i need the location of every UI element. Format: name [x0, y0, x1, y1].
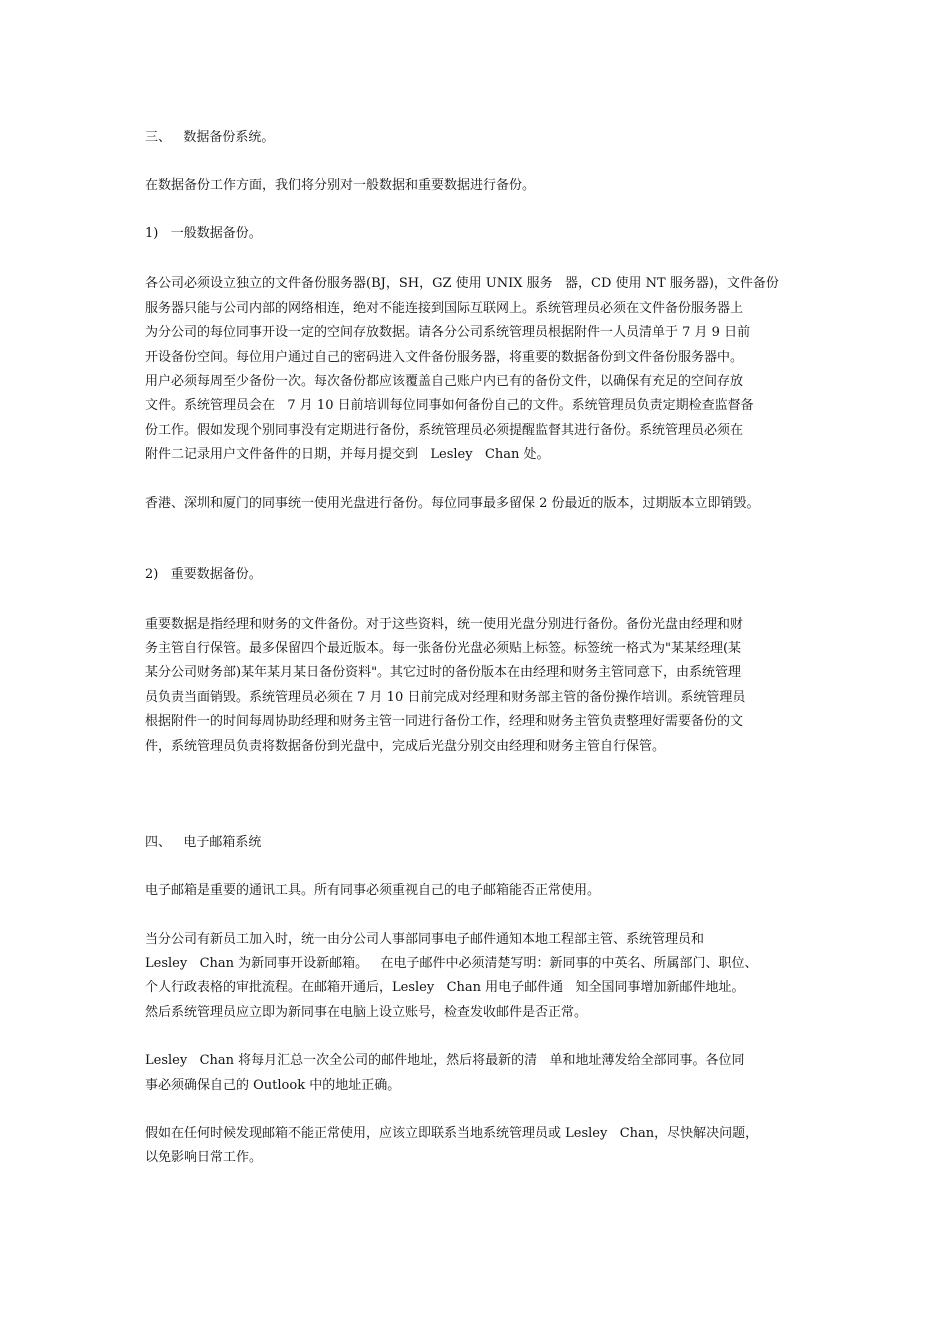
subsection-2-paragraph	[145, 613, 815, 759]
paragraph-line: 员负责当面销毁。系统管理员必须在 7 月 10 日前完成对经理和财务部主管的备份操作培训。系统管理员	[145, 689, 746, 705]
paragraph-line: Lesley Chan 为新同事开设新邮箱。 在电子邮件中必须清楚写明：新同事的中英名、所属部门、职位、	[145, 955, 758, 971]
paragraph-line: 份工作。假如发现个别同事没有定期进行备份，系统管理员必须提醒监督其进行备份。系统管理员必须在	[145, 422, 744, 438]
paragraph-line: 用户必须每周至少备份一次。每次备份都应该覆盖自己账户内已有的备份文件，以确保有充足的空间存放	[145, 374, 744, 390]
paragraph-line: 事必须确保自己的 Outlook 中的地址正确。	[145, 1077, 401, 1093]
section-4-paragraph-2	[145, 1049, 815, 1098]
section-3-heading: 三、 数据备份系统。	[145, 130, 275, 145]
paragraph-line: 根据附件一的时间每周协助经理和财务主管一同进行备份工作，经理和财务主管负责整理好需要备份的文	[145, 714, 744, 730]
subsection-1-note: 香港、深圳和厦门的同事统一使用光盘进行备份。每位同事最多留保 2 份最近的版本，过期版本立即销毁。	[145, 495, 760, 511]
paragraph-line: 服务器只能与公司内部的网络相连，绝对不能连接到国际互联网上。系统管理员必须在文件备份服务器上	[145, 300, 744, 316]
paragraph-line: Lesley Chan 将每月汇总一次全公司的邮件地址，然后将最新的清 单和地址薄发给全部同事。各位同	[145, 1053, 745, 1069]
subsection-1-heading: 1) 一般数据备份。	[145, 226, 262, 242]
paragraph-line: 务主管自行保管。最多保留四个最近版本。每一张备份光盘必须贴上标签。标签统一格式为"某某经理(某	[145, 641, 742, 657]
paragraph-line: 以免影响日常工作。	[145, 1150, 263, 1166]
section-4-intro: 电子邮箱是重要的通讯工具。所有同事必须重视自己的电子邮箱能否正常使用。	[145, 883, 601, 899]
paragraph-line: 某分公司财务部)某年某月某日备份资料"。其它过时的备份版本在由经理和财务主管同意下，由系统管理	[145, 665, 742, 681]
paragraph-line: 当分公司有新员工加入时，统一由分公司人事部同事电子邮件通知本地工程部主管、系统管理员和	[145, 931, 705, 947]
document-body	[145, 126, 815, 1171]
paragraph-line: 件，系统管理员负责将数据备份到光盘中，完成后光盘分别交由经理和财务主管自行保管。	[145, 738, 666, 754]
paragraph-line: 附件二记录用户文件备件的日期，并每月提交到 Lesley Chan 处。	[145, 447, 550, 463]
subsection-1-paragraph	[145, 272, 815, 467]
paragraph-line: 假如在任何时候发现邮箱不能正常使用，应该立即联系当地系统管理员或 Lesley Chan，尽快解决问题，	[145, 1125, 759, 1141]
paragraph-line: 个人行政表格的审批流程。在邮箱开通后，Lesley Chan 用电子邮件通 知全国同事增加新邮件地址。	[145, 980, 745, 996]
paragraph-line: 为分公司的每位同事开设一定的空间存放数据。请各分公司系统管理员根据附件一人员清单于 7 月 9 日前	[145, 325, 751, 341]
section-3-intro: 在数据备份工作方面，我们将分别对一般数据和重要数据进行备份。	[145, 178, 536, 193]
paragraph-line: 文件。系统管理员会在 7 月 10 日前培训每位同事如何备份自己的文件。系统管理员负责定期检查监督备	[145, 398, 754, 414]
section-4-heading: 四、 电子邮箱系统	[145, 835, 262, 851]
section-4-paragraph-3	[145, 1122, 815, 1171]
paragraph-line: 各公司必须设立独立的文件备份服务器(BJ，SH，GZ 使用 UNIX 服务 器，CD 使用 NT 服务器)，文件备份	[145, 276, 779, 292]
subsection-2-heading: 2) 重要数据备份。	[145, 566, 262, 582]
paragraph-line: 然后系统管理员应立即为新同事在电脑上设立账号，检查发收邮件是否正常。	[145, 1004, 588, 1020]
section-4-paragraph-1	[145, 928, 815, 1026]
paragraph-line: 重要数据是指经理和财务的文件备份。对于这些资料，统一使用光盘分别进行备份。备份光盘由经理和财	[145, 616, 744, 632]
paragraph-line: 开设备份空间。每位用户通过自己的密码进入文件备份服务器，将重要的数据备份到文件备份服务器中。	[145, 349, 744, 365]
